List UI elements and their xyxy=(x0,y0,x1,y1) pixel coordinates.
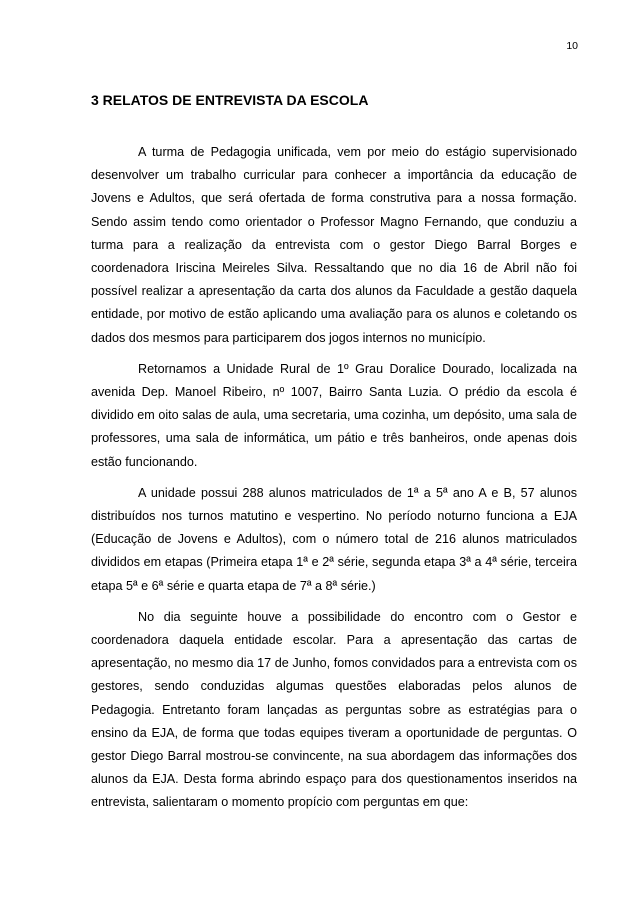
body-text xyxy=(91,141,577,815)
paragraph-3: A unidade possui 288 alunos matriculados de 1ª a 5ª ano A e B, 57 alunos distribuídos nos turnos matutino e vespertino. No período noturno funciona a EJA (Educação de Jovens e Adultos), com o número total de 216 alunos matriculados divididos em etapas (Primeira etapa 1ª e 2ª série, segunda etapa 3ª a 4ª série, terceira etapa 5ª e 6ª série e quarta etapa de 7ª a 8ª série.) xyxy=(91,485,577,593)
page-number: 10 xyxy=(566,40,578,52)
paragraph-4: No dia seguinte houve a possibilidade do encontro com o Gestor e coordenadora daquela entidade escolar. Para a apresentação das cartas de apresentação, no mesmo dia 17 de Junho, fomos convidados para a entrevista com os gestores, sendo conduzidas algumas questões elaboradas pelos alunos de Pedagogia. Entretanto foram lançadas as perguntas sobre as estratégias para o ensino da EJA, de forma que todas equipes tiveram a oportunidade de perguntas. O gestor Diego Barral mostrou-se convincente, na sua abordagem das informações dos alunos da EJA. Desta forma abrindo espaço para dos questionamentos inseridos na entrevista, salientaram o momento propício com perguntas em que: xyxy=(91,609,577,810)
section-heading: 3 RELATOS DE ENTREVISTA DA ESCOLA xyxy=(91,92,369,108)
paragraph-1: A turma de Pedagogia unificada, vem por meio do estágio supervisionado desenvolver um trabalho curricular para conhecer a importância da educação de Jovens e Adultos, que será ofertada de forma construtiva para a nossa formação. Sendo assim tendo como orientador o Professor Magno Fernando, que conduziu a turma para a realização da entrevista com o gestor Diego Barral Borges e coordenadora Iriscina Meireles Silva. Ressaltando que no dia 16 de Abril não foi possível realizar a apresentação da carta dos alunos da Faculdade a gestão daquela entidade, por motivo de estão aplicando uma avaliação para os alunos e coletando os dados dos mesmos para participarem dos jogos internos no município. xyxy=(91,145,577,345)
paragraph-2: Retornamos a Unidade Rural de 1º Grau Doralice Dourado, localizada na avenida Dep. Manoel Ribeiro, nº 1007, Bairro Santa Luzia. O prédio da escola é dividido em oito salas de aula, uma secretaria, uma cozinha, um depósito, uma sala de professores, uma sala de informática, um pátio e três banheiros, onde apenas dois estão funcionando. xyxy=(91,361,577,469)
